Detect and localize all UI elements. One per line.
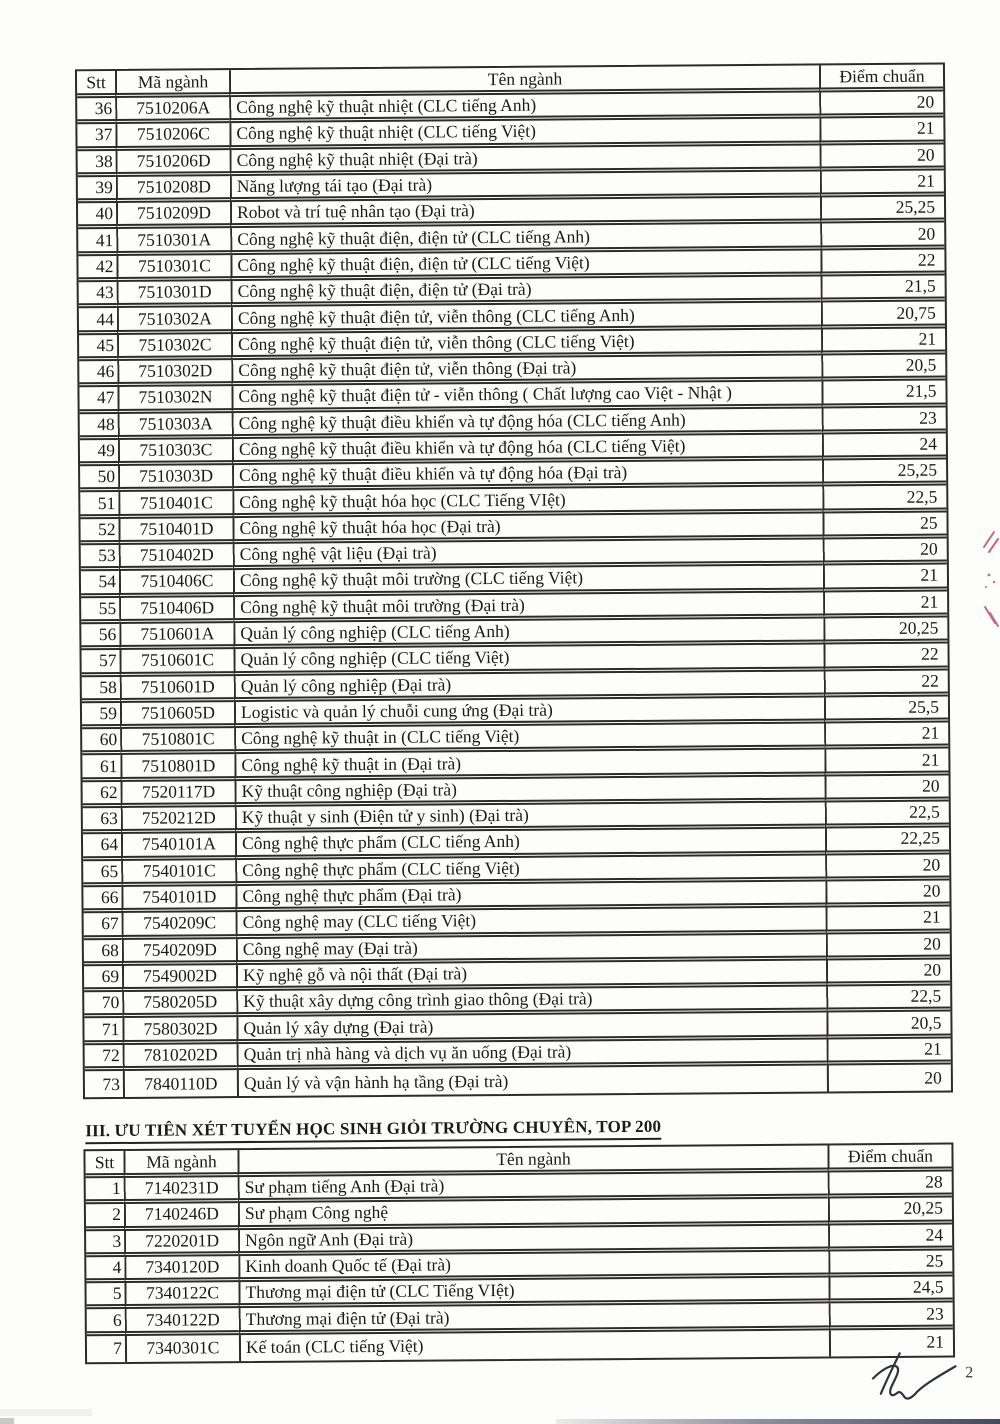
major-name: Sư phạm Công nghệ bbox=[238, 1199, 828, 1230]
score: 23 bbox=[822, 407, 946, 434]
row-number: 68 bbox=[84, 939, 122, 966]
score: 24,5 bbox=[828, 1277, 952, 1304]
major-name: Sư phạm tiếng Anh (Đại trà) bbox=[238, 1172, 828, 1203]
major-code: 7340122C bbox=[124, 1282, 238, 1309]
row-number: 65 bbox=[83, 861, 121, 888]
major-code: 7510601C bbox=[120, 649, 234, 676]
major-code: 7510406C bbox=[119, 570, 233, 597]
major-code: 7549002D bbox=[122, 965, 236, 992]
score: 22 bbox=[824, 670, 948, 697]
major-code: 7510801D bbox=[120, 755, 234, 782]
scan-edge-artifact bbox=[0, 1409, 92, 1416]
row-number: 61 bbox=[82, 755, 120, 782]
table-row bbox=[87, 1329, 953, 1362]
score: 21 bbox=[826, 907, 950, 934]
major-name: Công nghệ kỹ thuật nhiệt (CLC tiếng Anh) bbox=[229, 92, 819, 123]
major-code: 7510208D bbox=[116, 176, 230, 203]
score: 22,5 bbox=[822, 486, 946, 513]
major-name: Công nghệ kỹ thuật điện tử - viễn thông ( Chất lượng cao Việt - Nhật ) bbox=[231, 382, 821, 413]
row-number: 64 bbox=[83, 834, 121, 861]
major-code: 7510206A bbox=[115, 97, 229, 124]
major-code: 7510302A bbox=[117, 307, 231, 334]
score: 20 bbox=[825, 854, 949, 881]
major-name: Công nghệ kỹ thuật điện, điện tử (CLC tiếng Việt) bbox=[230, 250, 820, 281]
major-code: 7340122D bbox=[125, 1309, 239, 1336]
major-name: Công nghệ kỹ thuật điều khiển và tự động hóa (CLC tiếng Anh) bbox=[232, 408, 822, 439]
major-name: Công nghệ kỹ thuật điện tử, viễn thông (CLC tiếng Anh) bbox=[231, 303, 821, 334]
score: 23 bbox=[829, 1303, 953, 1330]
column-header: Tên ngành bbox=[237, 1145, 827, 1177]
major-name: Quản lý công nghiệp (Đại trà) bbox=[234, 671, 824, 702]
row-number: 37 bbox=[77, 124, 115, 151]
row-number: 4 bbox=[86, 1257, 124, 1284]
row-number: 59 bbox=[82, 703, 120, 730]
major-code: 7510301A bbox=[116, 229, 230, 256]
score: 21 bbox=[829, 1329, 953, 1356]
score: 25,5 bbox=[824, 696, 948, 723]
major-code: 7340120D bbox=[124, 1256, 238, 1283]
column-header: Stt bbox=[85, 1151, 123, 1178]
major-name: Công nghệ thực phẩm (CLC tiếng Việt) bbox=[235, 855, 825, 886]
major-code: 7520212D bbox=[121, 807, 235, 834]
major-code: 7510209D bbox=[116, 202, 230, 229]
major-code: 7540101C bbox=[121, 860, 235, 887]
row-number: 66 bbox=[83, 887, 121, 914]
score: 25,25 bbox=[820, 197, 944, 224]
column-header: Mã ngành bbox=[115, 70, 229, 98]
major-name: Thương mại điện tử (Đại trà) bbox=[239, 1304, 829, 1335]
row-number: 42 bbox=[78, 256, 116, 283]
major-name: Công nghệ vật liệu (Đại trà) bbox=[233, 540, 823, 571]
row-number: 72 bbox=[85, 1045, 123, 1072]
score: 24 bbox=[822, 433, 946, 460]
score: 22 bbox=[823, 644, 947, 671]
row-number: 3 bbox=[86, 1231, 124, 1258]
score: 20,75 bbox=[821, 302, 945, 329]
score: 20 bbox=[820, 223, 944, 250]
major-code: 7510303A bbox=[118, 413, 232, 440]
major-code: 7510302D bbox=[117, 360, 231, 387]
major-code: 7580302D bbox=[122, 1017, 236, 1044]
major-name: Công nghệ kỹ thuật điều khiển và tự động hóa (CLC tiếng Việt) bbox=[232, 434, 822, 465]
major-name: Kỹ thuật xây dựng công trình giao thông (Đại trà) bbox=[236, 987, 826, 1018]
major-name: Công nghệ kỹ thuật in (Đại trà) bbox=[234, 750, 824, 781]
row-number: 50 bbox=[80, 466, 118, 493]
major-name: Công nghệ kỹ thuật hóa học (Đại trà) bbox=[232, 513, 822, 544]
major-code: 7140231D bbox=[124, 1177, 238, 1204]
score: 21,5 bbox=[821, 381, 945, 408]
row-number: 47 bbox=[79, 387, 117, 414]
row-number: 2 bbox=[86, 1204, 124, 1231]
admission-scores-table bbox=[75, 62, 953, 1099]
major-code: 7510406D bbox=[119, 597, 233, 624]
major-name: Công nghệ thực phẩm (CLC tiếng Anh) bbox=[235, 829, 825, 860]
row-number: 52 bbox=[80, 519, 118, 546]
major-name: Công nghệ kỹ thuật điện, điện tử (CLC tiếng Anh) bbox=[230, 224, 820, 255]
score: 25,25 bbox=[822, 460, 946, 487]
scan-edge-artifact bbox=[556, 1419, 1000, 1424]
major-code: 7220201D bbox=[124, 1230, 238, 1257]
score: 20 bbox=[825, 880, 949, 907]
column-header: Điểm chuẩn bbox=[827, 1144, 951, 1172]
score: 20,5 bbox=[821, 354, 945, 381]
major-name: Kỹ thuật y sinh (Điện tử y sinh) (Đại trà) bbox=[235, 802, 825, 833]
row-number: 56 bbox=[81, 624, 119, 651]
row-number: 44 bbox=[79, 308, 117, 335]
row-number: 43 bbox=[79, 282, 117, 309]
major-code: 7510303D bbox=[118, 465, 232, 492]
row-number: 48 bbox=[80, 414, 118, 441]
signature-icon bbox=[867, 1348, 963, 1403]
major-code: 7340301C bbox=[125, 1335, 239, 1362]
row-number: 73 bbox=[102, 1073, 120, 1094]
major-code: 7510402D bbox=[119, 544, 233, 571]
score: 25 bbox=[828, 1250, 952, 1277]
row-number: 46 bbox=[79, 361, 117, 388]
score: 21 bbox=[823, 591, 947, 618]
major-code: 7520117D bbox=[121, 781, 235, 808]
row-number: 60 bbox=[82, 729, 120, 756]
row-number: 7 bbox=[113, 1338, 123, 1359]
row-number: 38 bbox=[78, 151, 116, 178]
major-code: 7510302C bbox=[117, 334, 231, 361]
row-number: 54 bbox=[81, 571, 119, 598]
major-code: 7510801C bbox=[120, 728, 234, 755]
score: 20 bbox=[826, 933, 950, 960]
major-code: 7540101A bbox=[121, 833, 235, 860]
score: 20 bbox=[826, 959, 950, 986]
major-name: Công nghệ kỹ thuật nhiệt (CLC tiếng Việt) bbox=[229, 119, 819, 150]
major-name: Năng lượng tái tạo (Đại trà) bbox=[230, 171, 820, 202]
major-code: 7510301D bbox=[117, 281, 231, 308]
major-name: Kỹ thuật công nghiệp (Đại trà) bbox=[235, 776, 825, 807]
column-header: Điểm chuẩn bbox=[819, 65, 943, 93]
major-name: Công nghệ thực phẩm (Đại trà) bbox=[235, 881, 825, 912]
priority-admission-table bbox=[83, 1142, 955, 1364]
section-heading: III. ƯU TIÊN XÉT TUYỂN HỌC SINH GIỎI TRƯỜNG CHUYÊN, TOP 200 bbox=[85, 1117, 661, 1145]
row-number: 67 bbox=[84, 913, 122, 940]
major-code: 7510301C bbox=[116, 255, 230, 282]
score: 22,5 bbox=[826, 986, 950, 1013]
score: 22,5 bbox=[825, 801, 949, 828]
row-number: 55 bbox=[81, 598, 119, 625]
major-code: 7510302N bbox=[117, 386, 231, 413]
column-header: Stt bbox=[77, 71, 115, 98]
major-code: 7510605D bbox=[120, 702, 234, 729]
row-number: 1 bbox=[86, 1178, 124, 1205]
major-code: 7140246D bbox=[124, 1203, 238, 1230]
major-code: 7810202D bbox=[123, 1044, 237, 1071]
major-name: Công nghệ kỹ thuật điều khiển và tự động hóa (Đại trà) bbox=[232, 461, 822, 492]
row-number: 69 bbox=[84, 966, 122, 993]
row-number: 41 bbox=[78, 229, 116, 256]
score: 20,5 bbox=[826, 1012, 950, 1039]
major-code: 7510401D bbox=[118, 518, 232, 545]
row-number: 40 bbox=[78, 203, 116, 230]
major-name: Công nghệ may (CLC tiếng Việt) bbox=[236, 908, 826, 939]
row-number: 45 bbox=[79, 335, 117, 362]
score: 20 bbox=[823, 539, 947, 566]
major-name: Công nghệ kỹ thuật điện tử, viễn thông (Đại trà) bbox=[231, 355, 821, 386]
table-row bbox=[85, 1064, 951, 1097]
score: 20 bbox=[819, 92, 943, 119]
major-name: Robot và trí tuệ nhân tạo (Đại trà) bbox=[230, 198, 820, 229]
page-number: 2 bbox=[965, 1364, 974, 1382]
score: 22 bbox=[820, 249, 944, 276]
major-name: Quản lý xây dựng (Đại trà) bbox=[236, 1013, 826, 1044]
row-number: 53 bbox=[81, 545, 119, 572]
major-code: 7510206D bbox=[116, 150, 230, 177]
major-name: Công nghệ kỹ thuật hóa học (CLC Tiếng VIệt) bbox=[232, 487, 822, 518]
score: 21 bbox=[827, 1038, 951, 1065]
score: 20 bbox=[820, 144, 944, 171]
row-number: 71 bbox=[84, 1018, 122, 1045]
major-name: Quản lý công nghiệp (CLC tiếng Việt) bbox=[233, 645, 823, 676]
major-name: Công nghệ kỹ thuật in (CLC tiếng Việt) bbox=[234, 724, 824, 755]
score: 28 bbox=[828, 1171, 952, 1198]
major-name: Quản lý công nghiệp (CLC tiếng Anh) bbox=[233, 618, 823, 649]
scan-edge-artifact bbox=[0, 1418, 14, 1424]
row-number: 57 bbox=[82, 650, 120, 677]
major-name: Công nghệ kỹ thuật môi trường (Đại trà) bbox=[233, 592, 823, 623]
score: 22,25 bbox=[825, 828, 949, 855]
major-name: Công nghệ kỹ thuật nhiệt (Đại trà) bbox=[230, 145, 820, 176]
row-number: 36 bbox=[77, 98, 115, 125]
row-number: 58 bbox=[82, 677, 120, 704]
major-name: Công nghệ kỹ thuật điện tử, viễn thông (CLC tiếng Việt) bbox=[231, 329, 821, 360]
score: 25 bbox=[822, 512, 946, 539]
score: 21 bbox=[821, 328, 945, 355]
score: 21 bbox=[819, 118, 943, 145]
major-name: Kỹ nghệ gỗ và nội thất (Đại trà) bbox=[236, 960, 826, 991]
major-name: Công nghệ kỹ thuật điện, điện tử (Đại trà) bbox=[231, 277, 821, 308]
row-number: 39 bbox=[78, 177, 116, 204]
score: 21 bbox=[824, 723, 948, 750]
row-number: 5 bbox=[86, 1283, 124, 1310]
row-number: 70 bbox=[84, 992, 122, 1019]
row-number: 63 bbox=[83, 808, 121, 835]
major-name: Kế toán (CLC tiếng Việt) bbox=[239, 1330, 829, 1361]
score: 20,25 bbox=[823, 617, 947, 644]
score: 20,25 bbox=[828, 1198, 952, 1225]
major-name: Thương mại điện tử (CLC Tiếng VIệt) bbox=[238, 1278, 828, 1309]
major-code: 7840110D bbox=[123, 1070, 237, 1097]
score: 21,5 bbox=[821, 276, 945, 303]
score: 21 bbox=[820, 170, 944, 197]
major-code: 7540209C bbox=[122, 912, 236, 939]
score: 24 bbox=[828, 1224, 952, 1251]
major-code: 7540209D bbox=[122, 939, 236, 966]
row-number: 6 bbox=[87, 1309, 125, 1336]
score: 21 bbox=[823, 565, 947, 592]
row-number: 49 bbox=[80, 440, 118, 467]
major-name: Kinh doanh Quốc tế (Đại trà) bbox=[238, 1251, 828, 1282]
score: 21 bbox=[824, 749, 948, 776]
major-code: 7580205D bbox=[122, 991, 236, 1018]
major-code: 7510303C bbox=[118, 439, 232, 466]
major-name: Công nghệ may (Đại trà) bbox=[236, 934, 826, 965]
column-header: Tên ngành bbox=[229, 65, 819, 97]
major-code: 7510601A bbox=[119, 623, 233, 650]
major-code: 7540101D bbox=[121, 886, 235, 913]
major-code: 7510401C bbox=[118, 492, 232, 519]
pen-marks-icon bbox=[981, 530, 1000, 630]
row-number: 51 bbox=[80, 492, 118, 519]
major-name: Quản lý và vận hành hạ tầng (Đại trà) bbox=[237, 1065, 827, 1096]
score: 20 bbox=[825, 775, 949, 802]
major-name: Quản trị nhà hàng và dịch vụ ăn uống (Đại trà) bbox=[237, 1039, 827, 1070]
major-name: Logistic và quản lý chuỗi cung ứng (Đại trà) bbox=[234, 697, 824, 728]
column-header: Mã ngành bbox=[123, 1150, 237, 1178]
major-code: 7510601D bbox=[120, 676, 234, 703]
major-code: 7510206C bbox=[115, 123, 229, 150]
score: 20 bbox=[827, 1064, 951, 1091]
row-number: 62 bbox=[83, 782, 121, 809]
major-name: Ngôn ngữ Anh (Đại trà) bbox=[238, 1225, 828, 1256]
major-name: Công nghệ kỹ thuật môi trường (CLC tiếng Việt) bbox=[233, 566, 823, 597]
